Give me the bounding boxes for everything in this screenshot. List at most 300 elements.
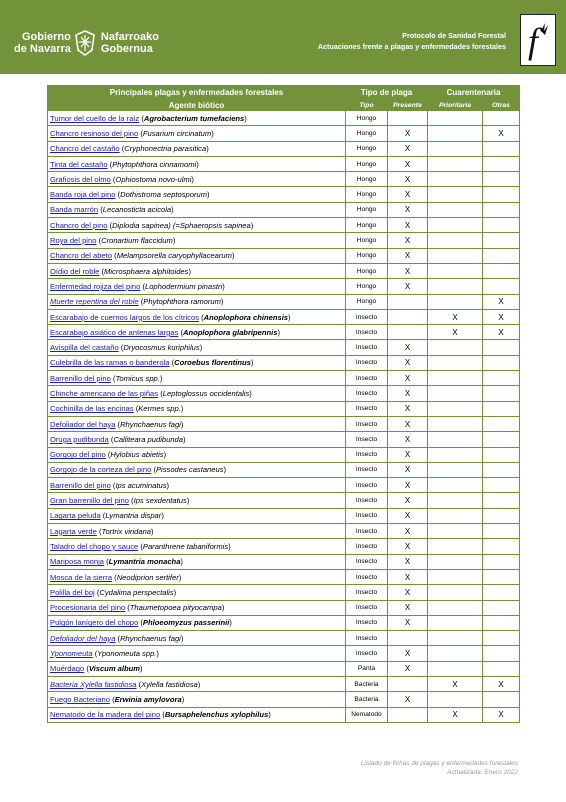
otras-cell: X: [483, 294, 520, 309]
prioritaria-cell: [428, 156, 483, 171]
table-row: [48, 416, 520, 431]
otras-cell: [483, 141, 520, 156]
otras-cell: [483, 172, 520, 187]
table-row: [48, 141, 520, 156]
presente-cell: X: [388, 401, 428, 416]
otras-cell: [483, 661, 520, 676]
presente-cell: X: [388, 661, 428, 676]
col-agent-header: Agente biótico: [48, 100, 346, 111]
table-row: [48, 524, 520, 539]
otras-cell: [483, 111, 520, 126]
page-header: [0, 0, 566, 74]
table-row: [48, 600, 520, 615]
prioritaria-cell: [428, 661, 483, 676]
table-row: [48, 554, 520, 569]
agent-cell: Yponomeuta (Yponomeuta spp.): [48, 646, 346, 661]
otras-cell: [483, 478, 520, 493]
pest-link[interactable]: Culebrilla de las ramas o banderola: [50, 358, 170, 368]
agent-cell: Fuego Bacteriano (Erwinia amylovora): [48, 692, 346, 707]
otras-cell: [483, 263, 520, 278]
prioritaria-cell: [428, 172, 483, 187]
prioritaria-cell: [428, 493, 483, 508]
presente-cell: X: [388, 141, 428, 156]
otras-cell: [483, 340, 520, 355]
presente-cell: X: [388, 569, 428, 584]
prioritaria-cell: [428, 111, 483, 126]
presente-cell: X: [388, 692, 428, 707]
table-row: [48, 631, 520, 646]
tipo-cell: Hongo: [346, 141, 388, 156]
prioritaria-cell: X: [428, 676, 483, 691]
otras-cell: X: [483, 325, 520, 340]
pests-table-body: [48, 111, 520, 723]
protocol-line1: Protocolo de Sanidad Forestal: [402, 31, 506, 40]
otras-cell: [483, 202, 520, 217]
table-row: [48, 646, 520, 661]
prioritaria-cell: X: [428, 309, 483, 324]
pest-link[interactable]: Procesionaria del pino: [50, 603, 126, 613]
agent-cell: Gorgojo de la corteza del pino (Pissodes castaneus): [48, 462, 346, 477]
agent-cell: Muérdago (Viscum album): [48, 661, 346, 676]
svg-text:f: f: [528, 21, 539, 61]
agent-cell: Cochinilla de las encinas (Kermes spp.): [48, 401, 346, 416]
presente-cell: X: [388, 432, 428, 447]
presente-cell: X: [388, 340, 428, 355]
otras-cell: [483, 416, 520, 431]
col-tipo-plaga-header: Tipo de plaga: [346, 86, 428, 100]
presente-cell: X: [388, 233, 428, 248]
prioritaria-cell: [428, 294, 483, 309]
pest-link[interactable]: Gran barrenillo del pino: [50, 496, 129, 506]
gov-line1-left: Gobierno: [21, 31, 71, 43]
pest-link[interactable]: Avispilla del castaño: [50, 343, 119, 353]
agent-cell: Tinta del castaño (Phytophthora cinnamomi): [48, 156, 346, 171]
tipo-cell: Insecto: [346, 325, 388, 340]
otras-cell: [483, 493, 520, 508]
pest-link[interactable]: Defoliador del haya: [50, 419, 116, 429]
pest-link[interactable]: Nematodo de la madera del pino: [50, 710, 161, 720]
scientific-name: Paranthrene tabaniformis: [142, 541, 229, 551]
presente-cell: [388, 676, 428, 691]
presente-cell: [388, 309, 428, 324]
pest-link[interactable]: Barrenillo del pino: [50, 373, 111, 383]
prioritaria-cell: [428, 478, 483, 493]
prioritaria-cell: [428, 554, 483, 569]
prioritaria-cell: [428, 248, 483, 263]
agent-cell: Tumor del cuello de la raíz (Agrobacterium tumefaciens): [48, 111, 346, 126]
pest-link[interactable]: Banda marrón: [50, 205, 99, 215]
presente-cell: X: [388, 508, 428, 523]
table-row: [48, 493, 520, 508]
tipo-cell: Insecto: [346, 478, 388, 493]
prioritaria-cell: [428, 646, 483, 661]
table-row: [48, 233, 520, 248]
pest-link[interactable]: Escarabajo asiático de antenas largas: [50, 327, 179, 337]
presente-cell: X: [388, 248, 428, 263]
agent-cell: Barrenillo del pino (Ips acuminatus): [48, 478, 346, 493]
tipo-cell: Insecto: [346, 554, 388, 569]
tipo-cell: Insecto: [346, 447, 388, 462]
tipo-cell: Hongo: [346, 218, 388, 233]
agent-cell: Chinche americano de las piñas (Leptoglossus occidentalis): [48, 386, 346, 401]
otras-cell: X: [483, 707, 520, 722]
navarra-shield-icon: [74, 30, 96, 56]
agent-cell: Avispilla del castaño (Dryocosmus kuriphilus): [48, 340, 346, 355]
table-row: [48, 539, 520, 554]
table-row: [48, 692, 520, 707]
table-row: [48, 585, 520, 600]
tipo-cell: Hongo: [346, 111, 388, 126]
otras-cell: [483, 187, 520, 202]
pest-link[interactable]: Grafiosis del olmo: [50, 174, 111, 184]
presente-cell: [388, 707, 428, 722]
agent-cell: Escarabajo de cuernos largos de los cítricos (Anoplophora chinensis): [48, 309, 346, 324]
pest-link[interactable]: Escarabajo de cuernos largos de los cítricos: [50, 312, 199, 322]
scientific-name: Cydalima perspectalis: [99, 587, 174, 597]
col-cuarentenaria-header: Cuarentenaria: [428, 86, 520, 100]
scientific-name: Phytophthora cinnamomi: [112, 159, 197, 169]
tipo-cell: Insecto: [346, 569, 388, 584]
presente-cell: X: [388, 493, 428, 508]
prioritaria-cell: [428, 692, 483, 707]
agent-cell: Oruga pudibunda (Calliteara pudibunda): [48, 432, 346, 447]
scientific-name: Lymantria monacha: [108, 557, 181, 567]
table-row: [48, 309, 520, 324]
table-row: [48, 340, 520, 355]
gov-line2-right: Gobernua: [100, 43, 153, 55]
scientific-name: Ophiostoma novo-ulmi: [115, 174, 192, 184]
otras-cell: [483, 539, 520, 554]
agent-cell: Barrenillo del pino (Tomicus spp.): [48, 371, 346, 386]
scientific-name: Phytophthora ramorum: [143, 297, 221, 307]
table-row: [48, 371, 520, 386]
otras-cell: [483, 600, 520, 615]
presente-cell: X: [388, 386, 428, 401]
scientific-name: Cryphonectria parasitica: [124, 144, 207, 154]
pest-link[interactable]: Roya del pino: [50, 236, 97, 246]
scientific-name: Yponomeuta spp.: [97, 649, 157, 659]
protocol-line2: Actuaciones frente a plagas y enfermedades forestales: [317, 42, 506, 51]
table-row: [48, 615, 520, 630]
otras-cell: [483, 569, 520, 584]
presente-cell: X: [388, 187, 428, 202]
agent-cell: Chancro del castaño (Cryphonectria parasitica): [48, 141, 346, 156]
prioritaria-cell: [428, 539, 483, 554]
scientific-name: Dothistroma septosporum: [120, 190, 208, 200]
scientific-name: Pissodes castaneus: [155, 465, 224, 475]
presente-cell: X: [388, 126, 428, 141]
tipo-cell: Hongo: [346, 172, 388, 187]
protocol-title: [318, 30, 506, 52]
otras-cell: [483, 524, 520, 539]
tipo-cell: Insecto: [346, 646, 388, 661]
pest-link[interactable]: Cochinilla de las encinas: [50, 404, 134, 414]
tipo-cell: Insecto: [346, 340, 388, 355]
otras-cell: [483, 279, 520, 294]
table-row: [48, 187, 520, 202]
pest-link[interactable]: Polilla del boj: [50, 587, 95, 597]
table-row: [48, 707, 520, 722]
pest-link[interactable]: Tumor del cuello de la raíz: [50, 113, 140, 123]
presente-cell: X: [388, 156, 428, 171]
table-row: [48, 202, 520, 217]
presente-cell: [388, 294, 428, 309]
presente-cell: X: [388, 539, 428, 554]
agent-cell: Chancro del pino (Diplodia sapinea) (=Sphaeropsis sapinea): [48, 218, 346, 233]
presente-cell: X: [388, 524, 428, 539]
agent-cell: Mosca de la sierra (Neodiprion sertifer): [48, 569, 346, 584]
prioritaria-cell: [428, 401, 483, 416]
presente-cell: X: [388, 462, 428, 477]
prioritaria-cell: X: [428, 325, 483, 340]
pest-link[interactable]: Muérdago: [50, 664, 85, 674]
agent-cell: Chancro resinoso del pino (Fusarium circinatum): [48, 126, 346, 141]
pest-link[interactable]: Barrenillo del pino: [50, 480, 111, 490]
agent-cell: Taladro del chopo y sauce (Paranthrene tabaniformis): [48, 539, 346, 554]
footer-line1: Listado de fichas de plagas y enfermedades forestales: [360, 760, 518, 767]
scientific-name: Neodiprion sertifer: [116, 572, 179, 582]
scientific-name: Anoplophora glabripennis: [182, 327, 278, 337]
tipo-cell: Insecto: [346, 600, 388, 615]
tipo-cell: Bacteria: [346, 676, 388, 691]
table-row: [48, 462, 520, 477]
gov-line1-right: Nafarroako: [100, 31, 159, 43]
otras-cell: [483, 218, 520, 233]
table-row: [48, 248, 520, 263]
forestal-logo: [520, 14, 556, 66]
otras-cell: [483, 432, 520, 447]
agent-cell: Bacteria Xylella fastidiosa (Xylella fastidiosa): [48, 676, 346, 691]
scientific-name: Hylobius abietis: [110, 450, 164, 460]
pest-link[interactable]: Fuego Bacteriano: [50, 694, 110, 704]
tipo-cell: Insecto: [346, 508, 388, 523]
tipo-cell: Insecto: [346, 432, 388, 447]
tipo-cell: Hongo: [346, 126, 388, 141]
pest-link[interactable]: Pulgón lanígero del chopo: [50, 618, 139, 628]
scientific-name: Phloeomyzus passerinii: [142, 618, 230, 628]
tipo-cell: Nematodo: [346, 707, 388, 722]
tipo-cell: Insecto: [346, 631, 388, 646]
prioritaria-cell: [428, 462, 483, 477]
scientific-name: Dryocosmus kuriphilus: [123, 343, 200, 353]
scientific-name: Microsphaera alphitoides: [104, 266, 189, 276]
tipo-cell: Hongo: [346, 156, 388, 171]
pests-table: [47, 85, 520, 723]
pest-link[interactable]: Lagarta verde: [50, 526, 97, 536]
prioritaria-cell: X: [428, 707, 483, 722]
presente-cell: X: [388, 554, 428, 569]
otras-cell: [483, 447, 520, 462]
presente-cell: [388, 325, 428, 340]
pest-link[interactable]: Oruga pudibunda: [50, 434, 109, 444]
prioritaria-cell: [428, 187, 483, 202]
scientific-name: Coroebus florentinus: [174, 358, 251, 368]
scientific-name: Leptoglossus occidentalis: [162, 388, 250, 398]
otras-cell: [483, 692, 520, 707]
tipo-cell: Hongo: [346, 248, 388, 263]
table-row: [48, 279, 520, 294]
scientific-name: Ips sexdentatus: [133, 496, 187, 506]
prioritaria-cell: [428, 615, 483, 630]
scientific-name: Kermes spp.: [138, 404, 181, 414]
tipo-cell: Insecto: [346, 524, 388, 539]
scientific-name: Diplodia sapinea) (=Sphaeropsis sapinea: [112, 220, 251, 230]
footer-line2: Actualizada: Enero 2022: [447, 769, 518, 776]
agent-cell: Lagarta verde (Tortrix viridana): [48, 524, 346, 539]
otras-cell: [483, 156, 520, 171]
gobierno-de-navarra-logo: [14, 30, 159, 56]
presente-cell: X: [388, 585, 428, 600]
pest-link[interactable]: Enfermedad rojiza del pino: [50, 281, 141, 291]
scientific-name: Thaumetopoea pityocampa: [129, 603, 222, 613]
tipo-cell: Insecto: [346, 371, 388, 386]
scientific-name: Fusarium circinatum: [142, 128, 212, 138]
prioritaria-cell: [428, 508, 483, 523]
pest-link[interactable]: Chancro del pino: [50, 220, 108, 230]
tipo-cell: Panta: [346, 661, 388, 676]
prioritaria-cell: [428, 218, 483, 233]
scientific-name: Erwinia amylovora: [114, 694, 182, 704]
agent-cell: Lagarta peluda (Lymantria dispar): [48, 508, 346, 523]
scientific-name: Rhynchaenus fagi: [120, 419, 181, 429]
presente-cell: X: [388, 615, 428, 630]
tipo-cell: Hongo: [346, 202, 388, 217]
table-row: [48, 569, 520, 584]
table-row: [48, 676, 520, 691]
table-row: [48, 218, 520, 233]
pest-link[interactable]: Tinta del castaño: [50, 159, 108, 169]
prioritaria-cell: [428, 279, 483, 294]
otras-cell: [483, 401, 520, 416]
col-otras-header: Otras: [483, 100, 520, 111]
pest-link[interactable]: Bacteria Xylella fastidiosa: [50, 679, 137, 689]
prioritaria-cell: [428, 416, 483, 431]
col-main-header: Principales plagas y enfermedades forestales: [48, 86, 346, 100]
otras-cell: [483, 386, 520, 401]
presente-cell: X: [388, 416, 428, 431]
tipo-cell: Insecto: [346, 462, 388, 477]
tipo-cell: Hongo: [346, 187, 388, 202]
pest-link[interactable]: Banda roja del pino: [50, 190, 116, 200]
pest-link[interactable]: Mariposa monja: [50, 557, 105, 567]
scientific-name: Cronartium flaccidum: [101, 236, 173, 246]
pest-link[interactable]: Mosca de la sierra: [50, 572, 113, 582]
tipo-cell: Insecto: [346, 493, 388, 508]
tipo-cell: Insecto: [346, 401, 388, 416]
otras-cell: [483, 554, 520, 569]
agent-cell: Culebrilla de las ramas o banderola (Coroebus florentinus): [48, 355, 346, 370]
otras-cell: [483, 646, 520, 661]
agent-cell: Polilla del boj (Cydalima perspectalis): [48, 585, 346, 600]
agent-cell: Muerte repentina del roble (Phytophthora ramorum): [48, 294, 346, 309]
prioritaria-cell: [428, 386, 483, 401]
agent-cell: Mariposa monja (Lymantria monacha): [48, 554, 346, 569]
prioritaria-cell: [428, 432, 483, 447]
pest-link[interactable]: Oídio del roble: [50, 266, 100, 276]
otras-cell: X: [483, 676, 520, 691]
agent-cell: Enfermedad rojiza del pino (Lophodermium pinastri): [48, 279, 346, 294]
scientific-name: Viscum album: [88, 664, 141, 674]
prioritaria-cell: [428, 126, 483, 141]
otras-cell: [483, 371, 520, 386]
pest-link[interactable]: Chancro del castaño: [50, 144, 120, 154]
pest-link[interactable]: Chinche americano de las piñas: [50, 388, 159, 398]
pest-link[interactable]: Defoliador del haya: [50, 633, 116, 643]
prioritaria-cell: [428, 524, 483, 539]
table-row: [48, 355, 520, 370]
scientific-name: Tomicus spp.: [115, 373, 160, 383]
agent-cell: Escarabajo asiático de antenas largas (Anoplophora glabripennis): [48, 325, 346, 340]
scientific-name: Calliteara pudibunda: [113, 434, 184, 444]
prioritaria-cell: [428, 631, 483, 646]
pest-link[interactable]: Muerte repentina del roble: [50, 297, 139, 307]
table-row: [48, 661, 520, 676]
otras-cell: [483, 615, 520, 630]
scientific-name: Lophodermium pinastri: [144, 281, 223, 291]
scientific-name: Agrobacterium tumefaciens: [143, 113, 245, 123]
agent-cell: Gran barrenillo del pino (Ips sexdentatus): [48, 493, 346, 508]
table-row: [48, 508, 520, 523]
prioritaria-cell: [428, 202, 483, 217]
tipo-cell: Insecto: [346, 539, 388, 554]
tipo-cell: Bacteria: [346, 692, 388, 707]
table-row: [48, 126, 520, 141]
otras-cell: [483, 462, 520, 477]
gov-line2-left: de Navarra: [14, 43, 71, 55]
table-row: [48, 263, 520, 278]
agent-cell: Roya del pino (Cronartium flaccidum): [48, 233, 346, 248]
agent-cell: Nematodo de la madera del pino (Bursaphelenchus xylophilus): [48, 707, 346, 722]
prioritaria-cell: [428, 141, 483, 156]
scientific-name: Bursaphelenchus xylophilus: [164, 710, 269, 720]
tipo-cell: Hongo: [346, 263, 388, 278]
tipo-cell: Insecto: [346, 309, 388, 324]
table-row: [48, 294, 520, 309]
scientific-name: Rhynchaenus fagi: [120, 633, 181, 643]
pest-link[interactable]: Gorgojo del pino: [50, 450, 106, 460]
prioritaria-cell: [428, 600, 483, 615]
presente-cell: X: [388, 279, 428, 294]
tipo-cell: Hongo: [346, 294, 388, 309]
presente-cell: X: [388, 447, 428, 462]
pest-link[interactable]: Yponomeuta: [50, 649, 93, 659]
otras-cell: [483, 233, 520, 248]
pest-link[interactable]: Taladro del chopo y sauce: [50, 541, 139, 551]
tipo-cell: Insecto: [346, 585, 388, 600]
prioritaria-cell: [428, 233, 483, 248]
agent-cell: Defoliador del haya (Rhynchaenus fagi): [48, 416, 346, 431]
tipo-cell: Insecto: [346, 386, 388, 401]
pest-link[interactable]: Lagarta peluda: [50, 511, 101, 521]
presente-cell: X: [388, 218, 428, 233]
otras-cell: [483, 585, 520, 600]
table-row: [48, 386, 520, 401]
table-row: [48, 447, 520, 462]
tipo-cell: Insecto: [346, 355, 388, 370]
agent-cell: Banda marrón (Lecanosticta acicola): [48, 202, 346, 217]
otras-cell: [483, 508, 520, 523]
presente-cell: [388, 631, 428, 646]
presente-cell: X: [388, 263, 428, 278]
presente-cell: X: [388, 478, 428, 493]
otras-cell: X: [483, 309, 520, 324]
pest-link[interactable]: Gorgojo de la corteza del pino: [50, 465, 152, 475]
pest-link[interactable]: Chancro del abeto: [50, 251, 113, 261]
table-row: [48, 432, 520, 447]
agent-cell: Grafiosis del olmo (Ophiostoma novo-ulmi): [48, 172, 346, 187]
pest-link[interactable]: Chancro resinoso del pino: [50, 128, 139, 138]
scientific-name: Tortrix viridana: [101, 526, 152, 536]
